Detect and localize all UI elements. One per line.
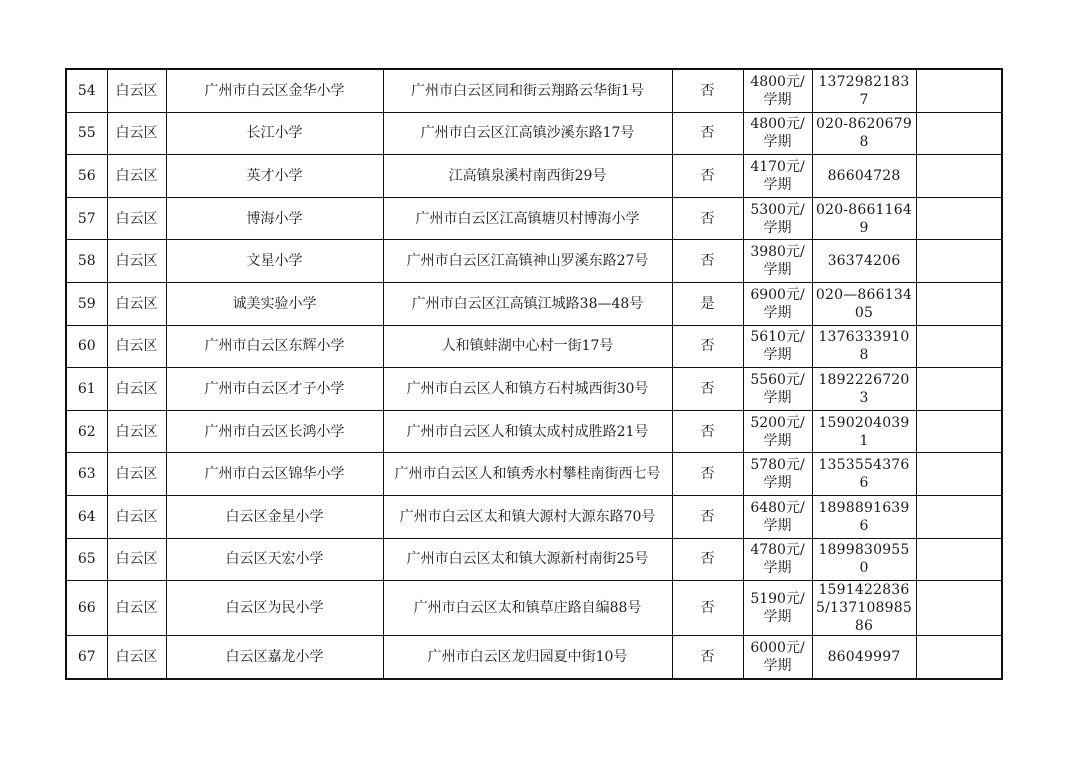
row-number-cell: 59 [66, 282, 107, 325]
district-cell: 白云区 [107, 495, 166, 538]
table-row [66, 240, 1002, 283]
address-cell: 广州市白云区人和镇太成村成胜路21号 [383, 410, 672, 453]
school-name-cell: 白云区天宏小学 [166, 538, 383, 581]
extra-cell [916, 368, 1002, 411]
school-name-cell: 广州市白云区锦华小学 [166, 453, 383, 496]
school-name-cell: 白云区为民小学 [166, 581, 383, 636]
address-cell: 广州市白云区龙归园夏中街10号 [383, 636, 672, 679]
fee-cell: 5300元/学期 [743, 197, 812, 240]
fee-cell: 6900元/学期 [743, 282, 812, 325]
flag-cell: 否 [672, 538, 743, 581]
table-row [66, 410, 1002, 453]
table-row [66, 325, 1002, 368]
school-name-cell: 博海小学 [166, 197, 383, 240]
phone-cell: 020—86613405 [812, 282, 916, 325]
address-cell: 广州市白云区太和镇大源村大源东路70号 [383, 495, 672, 538]
extra-cell [916, 410, 1002, 453]
phone-cell: 86604728 [812, 155, 916, 198]
address-cell: 广州市白云区江高镇神山罗溪东路27号 [383, 240, 672, 283]
fee-cell: 4780元/学期 [743, 538, 812, 581]
table-row [66, 155, 1002, 198]
address-cell: 江高镇泉溪村南西街29号 [383, 155, 672, 198]
phone-cell: 020-86206798 [812, 112, 916, 155]
phone-cell: 13763339108 [812, 325, 916, 368]
row-number-cell: 61 [66, 368, 107, 411]
district-cell: 白云区 [107, 197, 166, 240]
school-name-cell: 英才小学 [166, 155, 383, 198]
address-cell: 广州市白云区江高镇沙溪东路17号 [383, 112, 672, 155]
school-name-cell: 广州市白云区才子小学 [166, 368, 383, 411]
fee-cell: 6000元/学期 [743, 636, 812, 679]
flag-cell: 是 [672, 282, 743, 325]
district-cell: 白云区 [107, 410, 166, 453]
school-name-cell: 广州市白云区金华小学 [166, 69, 383, 112]
flag-cell: 否 [672, 325, 743, 368]
fee-cell: 5610元/学期 [743, 325, 812, 368]
address-cell: 广州市白云区江高镇江城路38—48号 [383, 282, 672, 325]
row-number-cell: 63 [66, 453, 107, 496]
address-cell: 广州市白云区太和镇草庄路自编88号 [383, 581, 672, 636]
fee-cell: 5200元/学期 [743, 410, 812, 453]
fee-cell: 4800元/学期 [743, 112, 812, 155]
phone-cell: 15902040391 [812, 410, 916, 453]
fee-cell: 5560元/学期 [743, 368, 812, 411]
extra-cell [916, 453, 1002, 496]
table-row [66, 453, 1002, 496]
row-number-cell: 64 [66, 495, 107, 538]
flag-cell: 否 [672, 410, 743, 453]
extra-cell [916, 495, 1002, 538]
phone-cell: 18998309550 [812, 538, 916, 581]
phone-cell: 86049997 [812, 636, 916, 679]
address-cell: 广州市白云区同和街云翔路云华街1号 [383, 69, 672, 112]
school-name-cell: 广州市白云区东辉小学 [166, 325, 383, 368]
district-cell: 白云区 [107, 636, 166, 679]
school-name-cell: 文星小学 [166, 240, 383, 283]
school-list-table-wrap [65, 68, 1001, 680]
extra-cell [916, 282, 1002, 325]
flag-cell: 否 [672, 581, 743, 636]
flag-cell: 否 [672, 636, 743, 679]
flag-cell: 否 [672, 240, 743, 283]
school-name-cell: 白云区嘉龙小学 [166, 636, 383, 679]
row-number-cell: 56 [66, 155, 107, 198]
phone-cell: 13729821837 [812, 69, 916, 112]
extra-cell [916, 197, 1002, 240]
row-number-cell: 54 [66, 69, 107, 112]
address-cell: 人和镇蚌湖中心村一街17号 [383, 325, 672, 368]
extra-cell [916, 240, 1002, 283]
fee-cell: 6480元/学期 [743, 495, 812, 538]
address-cell: 广州市白云区江高镇塘贝村博海小学 [383, 197, 672, 240]
table-body [66, 69, 1002, 679]
school-name-cell: 白云区金星小学 [166, 495, 383, 538]
flag-cell: 否 [672, 453, 743, 496]
table-row [66, 495, 1002, 538]
flag-cell: 否 [672, 495, 743, 538]
address-cell: 广州市白云区人和镇方石村城西街30号 [383, 368, 672, 411]
row-number-cell: 65 [66, 538, 107, 581]
fee-cell: 4170元/学期 [743, 155, 812, 198]
phone-cell: 18922267203 [812, 368, 916, 411]
phone-cell: 15914228365/13710898586 [812, 581, 916, 636]
table-row [66, 69, 1002, 112]
table-row [66, 282, 1002, 325]
flag-cell: 否 [672, 368, 743, 411]
district-cell: 白云区 [107, 69, 166, 112]
district-cell: 白云区 [107, 155, 166, 198]
table-row [66, 581, 1002, 636]
flag-cell: 否 [672, 197, 743, 240]
table-row [66, 197, 1002, 240]
district-cell: 白云区 [107, 453, 166, 496]
row-number-cell: 66 [66, 581, 107, 636]
school-list-table [65, 68, 1003, 680]
district-cell: 白云区 [107, 240, 166, 283]
row-number-cell: 55 [66, 112, 107, 155]
table-row [66, 636, 1002, 679]
school-name-cell: 长江小学 [166, 112, 383, 155]
fee-cell: 5190元/学期 [743, 581, 812, 636]
phone-cell: 020-86611649 [812, 197, 916, 240]
table-row [66, 368, 1002, 411]
extra-cell [916, 538, 1002, 581]
phone-cell: 36374206 [812, 240, 916, 283]
extra-cell [916, 636, 1002, 679]
row-number-cell: 58 [66, 240, 107, 283]
school-name-cell: 诚美实验小学 [166, 282, 383, 325]
fee-cell: 5780元/学期 [743, 453, 812, 496]
extra-cell [916, 325, 1002, 368]
extra-cell [916, 112, 1002, 155]
fee-cell: 4800元/学期 [743, 69, 812, 112]
row-number-cell: 62 [66, 410, 107, 453]
address-cell: 广州市白云区太和镇大源新村南街25号 [383, 538, 672, 581]
row-number-cell: 60 [66, 325, 107, 368]
district-cell: 白云区 [107, 325, 166, 368]
district-cell: 白云区 [107, 538, 166, 581]
district-cell: 白云区 [107, 581, 166, 636]
address-cell: 广州市白云区人和镇秀水村攀桂南街西七号 [383, 453, 672, 496]
row-number-cell: 57 [66, 197, 107, 240]
flag-cell: 否 [672, 112, 743, 155]
fee-cell: 3980元/学期 [743, 240, 812, 283]
table-row [66, 112, 1002, 155]
district-cell: 白云区 [107, 112, 166, 155]
district-cell: 白云区 [107, 282, 166, 325]
extra-cell [916, 155, 1002, 198]
school-name-cell: 广州市白云区长鸿小学 [166, 410, 383, 453]
row-number-cell: 67 [66, 636, 107, 679]
extra-cell [916, 581, 1002, 636]
district-cell: 白云区 [107, 368, 166, 411]
table-row [66, 538, 1002, 581]
phone-cell: 18988916396 [812, 495, 916, 538]
flag-cell: 否 [672, 69, 743, 112]
flag-cell: 否 [672, 155, 743, 198]
extra-cell [916, 69, 1002, 112]
phone-cell: 13535543766 [812, 453, 916, 496]
